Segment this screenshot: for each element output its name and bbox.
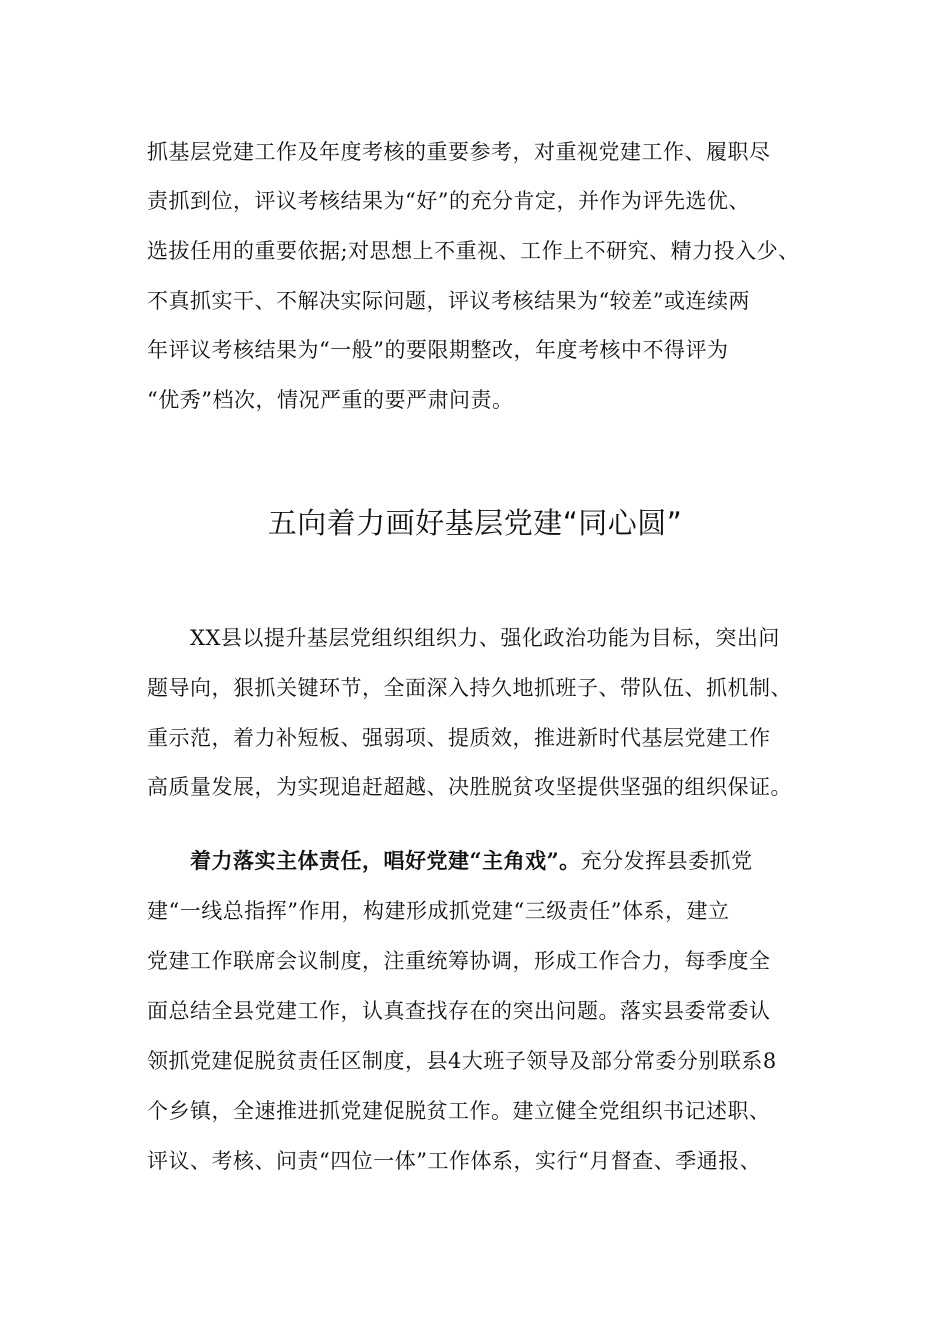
paragraph-line: 责抓到位，评议考核结果为“好”的充分肯定，并作为评先选优、 bbox=[147, 189, 750, 213]
point-first-line bbox=[190, 847, 753, 875]
paragraph-line: 不真抓实干、不解决实际问题，评议考核结果为“较差”或连续两 bbox=[147, 289, 750, 313]
point-line: 面总结全县党建工作，认真查找存在的突出问题。落实县委常委认 bbox=[147, 999, 771, 1023]
article-title: 五向着力画好基层党建“同心圆” bbox=[267, 506, 683, 540]
point-first-line-rest: 充分发挥县委抓党 bbox=[580, 849, 753, 873]
point-line: 建“一线总指挥”作用，构建形成抓党建“三级责任”体系，建立 bbox=[147, 899, 730, 923]
paragraph-line: 选拔任用的重要依据;对思想上不重视、工作上不研究、精力投入少、 bbox=[147, 239, 800, 263]
point-heading: 着力落实主体责任，唱好党建“主角戏”。 bbox=[190, 848, 581, 873]
paragraph-line: “优秀”档次，情况严重的要严肃问责。 bbox=[147, 388, 514, 412]
intro-line: 题导向，狠抓关键环节，全面深入持久地抓班子、带队伍、抓机制、 bbox=[147, 676, 792, 700]
point-line: 领抓党建促脱贫责任区制度，县4大班子领导及部分常委分别联系8 bbox=[147, 1049, 777, 1073]
intro-line: 重示范，着力补短板、强弱项、提质效，推进新时代基层党建工作 bbox=[147, 726, 771, 750]
point-line: 个乡镇，全速推进抓党建促脱贫工作。建立健全党组织书记述职、 bbox=[147, 1099, 771, 1123]
intro-line: 高质量发展，为实现追赶超越、决胜脱贫攻坚提供坚强的组织保证。 bbox=[147, 775, 792, 799]
point-line: 党建工作联席会议制度，注重统筹协调，形成工作合力，每季度全 bbox=[147, 949, 771, 973]
paragraph-line: 年评议考核结果为“一般”的要限期整改，年度考核中不得评为 bbox=[147, 338, 729, 362]
intro-line: XX县以提升基层党组织组织力、强化政治功能为目标，突出问 bbox=[190, 626, 780, 650]
point-line: 评议、考核、问责“四位一体”工作体系，实行“月督查、季通报、 bbox=[147, 1149, 762, 1173]
paragraph-line: 抓基层党建工作及年度考核的重要参考，对重视党建工作、履职尽 bbox=[147, 140, 771, 164]
